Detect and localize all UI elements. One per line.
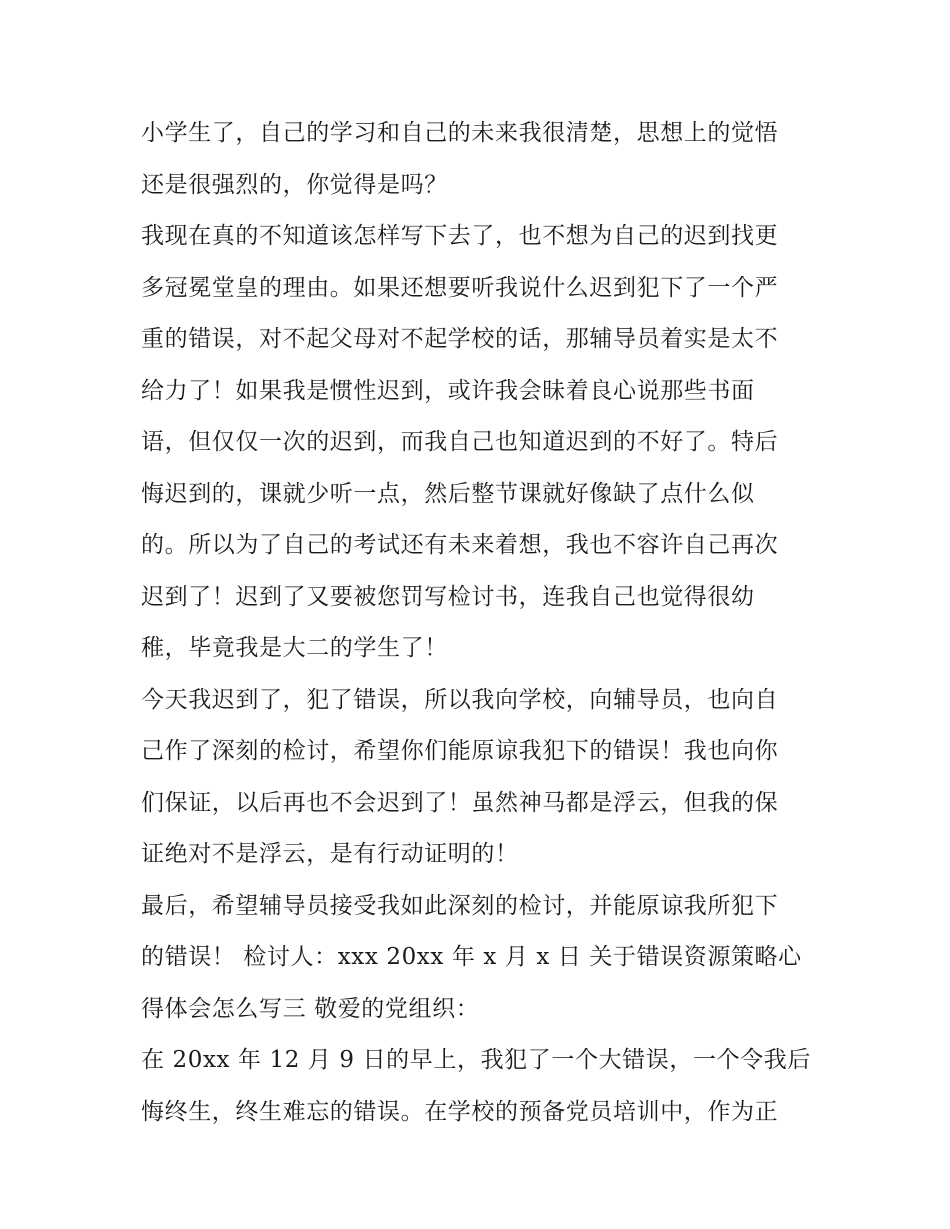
text-line: 给力了！如果我是惯性迟到，或许我会昧着良心说那些书面 [141, 377, 755, 404]
document-body [141, 108, 821, 1138]
text-line: 最后，希望辅导员接受我如此深刻的检讨，并能原谅我所犯下 [141, 892, 779, 919]
text-line: 在 20xx 年 12 月 9 日的早上，我犯了一个大错误，一个令我后 [141, 1047, 811, 1073]
text-line: 悔终生，终生难忘的错误。在学校的预备党员培训中，作为正 [141, 1098, 779, 1125]
text-line: 还是很强烈的，你觉得是吗？ [141, 171, 448, 198]
text-line: 今天我迟到了，犯了错误，所以我向学校，向辅导员，也向自 [141, 686, 779, 713]
text-line: 稚，毕竟我是大二的学生了！ [141, 635, 448, 661]
text-line: 迟到了！迟到了又要被您罚写检讨书，连我自己也觉得很幼 [141, 583, 755, 610]
text-line: 我现在真的不知道该怎样写下去了，也不想为自己的迟到找更 [141, 223, 779, 249]
text-line: 证绝对不是浮云，是有行动证明的！ [141, 841, 519, 867]
text-line: 多冠冕堂皇的理由。如果还想要听我说什么迟到犯下了一个严 [141, 274, 779, 301]
text-line: 悔迟到的，课就少听一点，然后整节课就好像缺了点什么似 [141, 480, 755, 507]
text-line: 小学生了，自己的学习和自己的未来我很清楚，思想上的觉悟 [141, 120, 779, 146]
text-line: 己作了深刻的检讨，希望你们能原谅我犯下的错误！我也向你 [141, 738, 779, 764]
text-line: 的错误！ 检讨人：xxx 20xx 年 x 月 x 日 关于错误资源策略心 [141, 944, 802, 970]
text-line: 得体会怎么写三 敬爱的党组织： [141, 995, 480, 1022]
text-line: 的。所以为了自己的考试还有未来着想，我也不容许自己再次 [141, 532, 779, 558]
text-line: 重的错误，对不起父母对不起学校的话，那辅导员着实是太不 [141, 326, 779, 352]
text-line: 们保证，以后再也不会迟到了！虽然神马都是浮云，但我的保 [141, 789, 779, 816]
text-line: 语，但仅仅一次的迟到，而我自己也知道迟到的不好了。特后 [141, 429, 779, 455]
